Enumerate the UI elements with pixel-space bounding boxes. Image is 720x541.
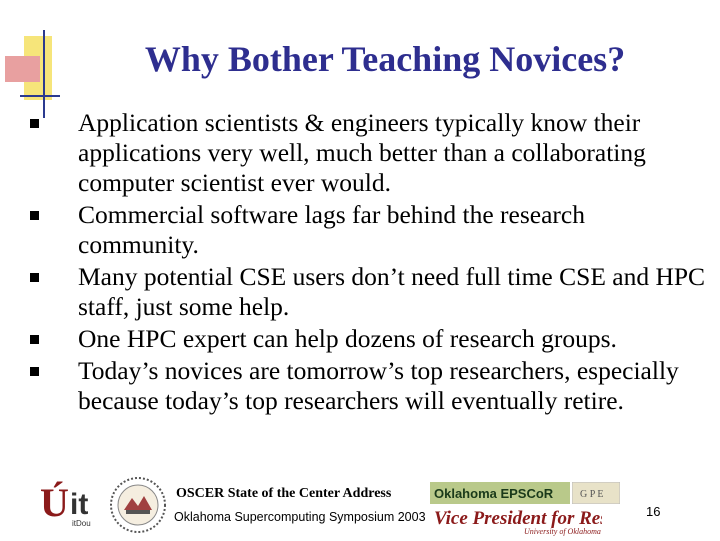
svg-text:University of Oklahoma: University of Oklahoma: [524, 527, 601, 536]
svg-text:Oklahoma EPSCoR: Oklahoma EPSCoR: [434, 486, 554, 501]
bullet-item: Commercial software lags far behind the research community.: [30, 200, 710, 260]
bullet-item: Many potential CSE users don’t need full time CSE and HPC staff, just some help.: [30, 262, 710, 322]
svg-text:Vice President for Research: Vice President for Re: [434, 508, 601, 529]
bullet-square-icon: [30, 335, 39, 344]
svg-text:it: it: [70, 488, 89, 521]
footer-subtitle: Oklahoma Supercomputing Symposium 2003: [174, 510, 426, 524]
ou-it-logo: [40, 478, 102, 533]
footer-title: OSCER State of the Center Address: [176, 486, 392, 501]
vp-research-logo: [432, 504, 602, 541]
bullet-square-icon: [30, 273, 39, 282]
bullet-square-icon: [30, 367, 39, 376]
bullet-square-icon: [30, 211, 39, 220]
svg-text:G P E: G P E: [580, 489, 604, 500]
slide-title: Why Bother Teaching Novices?: [144, 39, 626, 79]
svg-text:Ú: Ú: [40, 480, 69, 525]
seal-logo: [108, 476, 168, 539]
bullet-square-icon: [30, 119, 39, 128]
page-number: 16: [646, 504, 661, 519]
bullet-item: One HPC expert can help dozens of research groups.: [30, 324, 710, 354]
svg-text:itDou: itDou: [72, 519, 91, 528]
bullet-item: Application scientists & engineers typically know their applications very well, much better than a collaborating computer scientist ever would.: [30, 108, 710, 198]
bullet-item: Today’s novices are tomorrow’s top researchers, especially because today’s top researchers will eventually retire.: [30, 356, 710, 416]
bullet-list: [30, 108, 710, 418]
